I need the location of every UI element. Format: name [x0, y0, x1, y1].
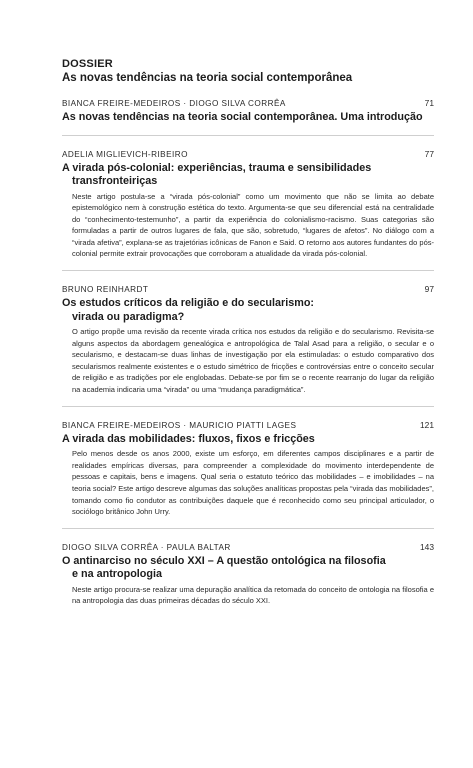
entry-header — [62, 542, 434, 552]
entry-page-number: 121 — [420, 419, 434, 430]
toc-entry — [62, 420, 434, 518]
entry-abstract: O artigo propõe uma revisão da recente virada crítica nos estudos da religião e do secularismo. Revisita-se alguns aspectos da abordagem genealógica e antropológica de Talal Asad para a religião, o secular e o secularismo, e destacam-se duas linhas de investigação por ela estimuladas: o estudo comparativo dos secularismos realmente existentes e o estudo simétrico de fricções e controvérsias entre o conceito secular de religião e as tradições por ele englobadas. Debate-se por fim se o recente rearranjo do lugar da religião na academia indicaria uma “virada” ou uma “mudança paradigmática”. — [72, 327, 434, 395]
toc-entry — [62, 542, 434, 607]
entry-title-line1: As novas tendências na teoria social contemporânea. Uma introdução — [62, 111, 423, 123]
divider — [62, 406, 434, 407]
entry-title — [62, 555, 434, 582]
entry-page-number: 77 — [424, 148, 434, 159]
divider — [62, 528, 434, 529]
toc-entry — [62, 98, 434, 125]
entry-title-line1: A virada das mobilidades: fluxos, fixos e fricções — [62, 432, 315, 445]
entry-authors: BIANCA FREIRE-MEDEIROS · DIOGO SILVA CORRÊA — [62, 99, 286, 108]
entry-abstract: Pelo menos desde os anos 2000, existe um esforço, em diferentes campos disciplinares e a partir de realidades empíricas diversas, para compreender a complexidade do movimento interdependente de pessoas e capitais, bens e imagens. Qual seria o estatuto teórico das mobilidades – e imobilidades – na teoria social? Este artigo descreve algumas das soluções analíticas propostas pela “virada das mobilidades”, tomando como fio condutor as contribuições daquele que é reconhecido como seu principal articulador, o sociólogo britânico John Urry. — [72, 449, 434, 517]
entry-page-number: 143 — [420, 541, 434, 552]
divider — [62, 135, 434, 136]
entry-title — [62, 297, 434, 324]
entry-page-number: 71 — [424, 98, 434, 108]
entry-authors: ADELIA MIGLIEVICH-RIBEIRO — [62, 149, 188, 159]
entry-title-line1: Os estudos críticos da religião e do secularismo: — [62, 297, 315, 310]
entry-title — [62, 433, 434, 447]
entry-authors: BRUNO REINHARDT — [62, 285, 149, 295]
divider — [62, 270, 434, 271]
section-label: DOSSIER — [62, 58, 113, 70]
entry-abstract: Neste artigo postula-se a “virada pós-colonial” como um movimento que não se limita ao debate epistemológico nem à construção estética do texto. Argumenta-se que seu diferencial está na centralidade do “conhecimento-testemunho”, a partir da experiência do colonialismo-racismo. Suas categorias são formuladas a partir de outros lugares de fala, que são, sobretudo, “lugares de afetos”. No diálogo com a “virada afetiva”, explana-se as trajetórias icônicas de Fanon e Said. O retorno aos autores fundantes do pós-colonial permite extrair provocações que corroboram a atualidade da virada pós-colonial. — [72, 191, 434, 259]
table-of-contents — [62, 58, 434, 607]
entry-header — [62, 420, 434, 430]
entry-title — [62, 111, 434, 125]
section-title: As novas tendências na teoria social contemporânea — [62, 72, 353, 84]
entry-header — [62, 284, 434, 294]
entry-title — [62, 162, 434, 189]
entry-page-number: 97 — [424, 284, 434, 295]
entry-authors: DIOGO SILVA CORRÊA · PAULA BALTAR — [62, 542, 231, 552]
entry-title-line1: A virada pós-colonial: experiências, trauma e sensibilidades — [62, 161, 372, 174]
entry-authors: BIANCA FREIRE-MEDEIROS · MAURICIO PIATTI LAGES — [62, 420, 297, 430]
entry-header — [62, 98, 434, 108]
entry-abstract: Neste artigo procura-se realizar uma depuração analítica da retomada do conceito de ontologia na filosofia e na antropologia das duas primeiras décadas do século XXI. — [72, 584, 434, 606]
entry-title-line2: e na antropologia — [72, 568, 162, 581]
entry-title-line1: O antinarciso no século XXI – A questão ontológica na filosofia — [62, 554, 386, 567]
entry-title-line2: virada ou paradigma? — [72, 310, 185, 323]
toc-entry — [62, 149, 434, 261]
entry-header — [62, 149, 434, 159]
toc-entry — [62, 284, 434, 396]
entry-title-line2: transfronteiriças — [72, 175, 158, 187]
